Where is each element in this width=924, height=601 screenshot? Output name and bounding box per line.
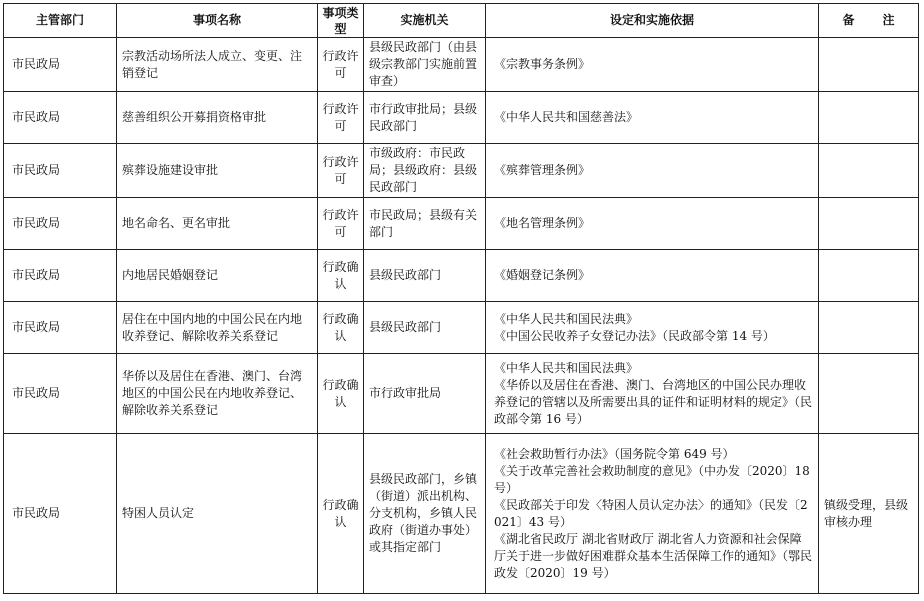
cell-agency: 市民政局；县级有关部门 (364, 198, 486, 250)
table-row (4, 92, 919, 144)
table-row (4, 198, 919, 250)
cell-type: 行政确认 (318, 354, 364, 434)
cell-agency: 县级民政部门 (364, 250, 486, 302)
header-remark-char-2: 注 (882, 13, 895, 27)
cell-item: 特困人员认定 (117, 434, 318, 594)
header-remark-char-1: 备 (842, 13, 855, 27)
cell-agency: 市级政府：市民政局；县级政府：县级民政部门 (364, 144, 486, 198)
cell-dept: 市民政局 (4, 354, 117, 434)
cell-dept: 市民政局 (4, 250, 117, 302)
header-agency: 实施机关 (364, 4, 486, 38)
table-row (4, 250, 919, 302)
cell-basis (486, 434, 819, 594)
cell-item: 内地居民婚姻登记 (117, 250, 318, 302)
basis-line: 《湖北省民政厅 湖北省财政厅 湖北省人力资源和社会保障厅关于进一步做好困难群众基本生活保障工作的通知》（鄂民政发〔2020〕19 号） (494, 531, 813, 580)
cell-item: 居住在中国内地的中国公民在内地收养登记、解除收养关系登记 (117, 302, 318, 354)
cell-basis (486, 250, 819, 302)
table-row (4, 144, 919, 198)
cell-type: 行政确认 (318, 250, 364, 302)
cell-agency: 县级民政部门，乡镇（街道）派出机构、分支机构，乡镇人民政府（街道办事处）或其指定部门 (364, 434, 486, 594)
basis-line: 《民政部关于印发〈特困人员认定办法〉的通知》（民发〔2021〕43 号） (494, 497, 808, 529)
cell-remark (819, 198, 919, 250)
header-type: 事项类型 (318, 4, 364, 38)
basis-line: 《中华人民共和国民法典》 (494, 360, 639, 375)
cell-basis (486, 144, 819, 198)
table-row (4, 302, 919, 354)
header-remark (819, 4, 919, 38)
cell-remark (819, 250, 919, 302)
header-row (4, 4, 919, 38)
cell-remark: 镇级受理，县级审核办理 (819, 434, 919, 594)
basis-line: 《中国公民收养子女登记办法》（民政部令第 14 号） (494, 328, 775, 343)
basis-line: 《地名管理条例》 (494, 216, 591, 230)
basis-line: 《华侨以及居住在香港、澳门、台湾地区的中国公民办理收养登记的管辖以及所需要出具的证件和证明材料的规定》（民政部令第 16 号） (494, 377, 813, 426)
cell-type: 行政许可 (318, 198, 364, 250)
cell-agency: 市行政审批局 (364, 354, 486, 434)
table-row (4, 354, 919, 434)
basis-line: 《中华人民共和国慈善法》 (494, 110, 639, 124)
administrative-items-table (3, 3, 919, 594)
cell-item: 华侨以及居住在香港、澳门、台湾地区的中国公民在内地收养登记、解除收养关系登记 (117, 354, 318, 434)
cell-item: 慈善组织公开募捐资格审批 (117, 92, 318, 144)
cell-basis (486, 92, 819, 144)
cell-dept: 市民政局 (4, 92, 117, 144)
cell-dept: 市民政局 (4, 302, 117, 354)
basis-line: 《关于改革完善社会救助制度的意见》（中办发〔2020〕18 号） (494, 463, 810, 495)
cell-remark (819, 92, 919, 144)
cell-item: 宗教活动场所法人成立、变更、注销登记 (117, 38, 318, 92)
table-row (4, 434, 919, 594)
cell-basis (486, 354, 819, 434)
header-item: 事项名称 (117, 4, 318, 38)
basis-line: 《中华人民共和国民法典》 (494, 311, 639, 326)
cell-agency: 市行政审批局；县级民政部门 (364, 92, 486, 144)
cell-type: 行政确认 (318, 302, 364, 354)
basis-line: 《宗教事务条例》 (494, 57, 591, 71)
cell-basis (486, 198, 819, 250)
cell-type: 行政许可 (318, 144, 364, 198)
cell-type: 行政许可 (318, 92, 364, 144)
basis-line: 《殡葬管理条例》 (494, 163, 591, 177)
cell-remark (819, 38, 919, 92)
cell-item: 殡葬设施建设审批 (117, 144, 318, 198)
cell-remark (819, 354, 919, 434)
table-row (4, 38, 919, 92)
cell-dept: 市民政局 (4, 434, 117, 594)
cell-type: 行政许可 (318, 38, 364, 92)
basis-line: 《社会救助暂行办法》（国务院令第 649 号） (494, 446, 735, 461)
cell-dept: 市民政局 (4, 144, 117, 198)
cell-type: 行政确认 (318, 434, 364, 594)
basis-line: 《婚姻登记条例》 (494, 268, 591, 282)
cell-basis (486, 302, 819, 354)
cell-remark (819, 302, 919, 354)
header-basis: 设定和实施依据 (486, 4, 819, 38)
cell-agency: 县级民政部门（由县级宗教部门实施前置审查） (364, 38, 486, 92)
cell-dept: 市民政局 (4, 198, 117, 250)
cell-remark (819, 144, 919, 198)
cell-dept: 市民政局 (4, 38, 117, 92)
cell-agency: 县级民政部门 (364, 302, 486, 354)
cell-basis (486, 38, 819, 92)
cell-item: 地名命名、更名审批 (117, 198, 318, 250)
header-dept: 主管部门 (4, 4, 117, 38)
